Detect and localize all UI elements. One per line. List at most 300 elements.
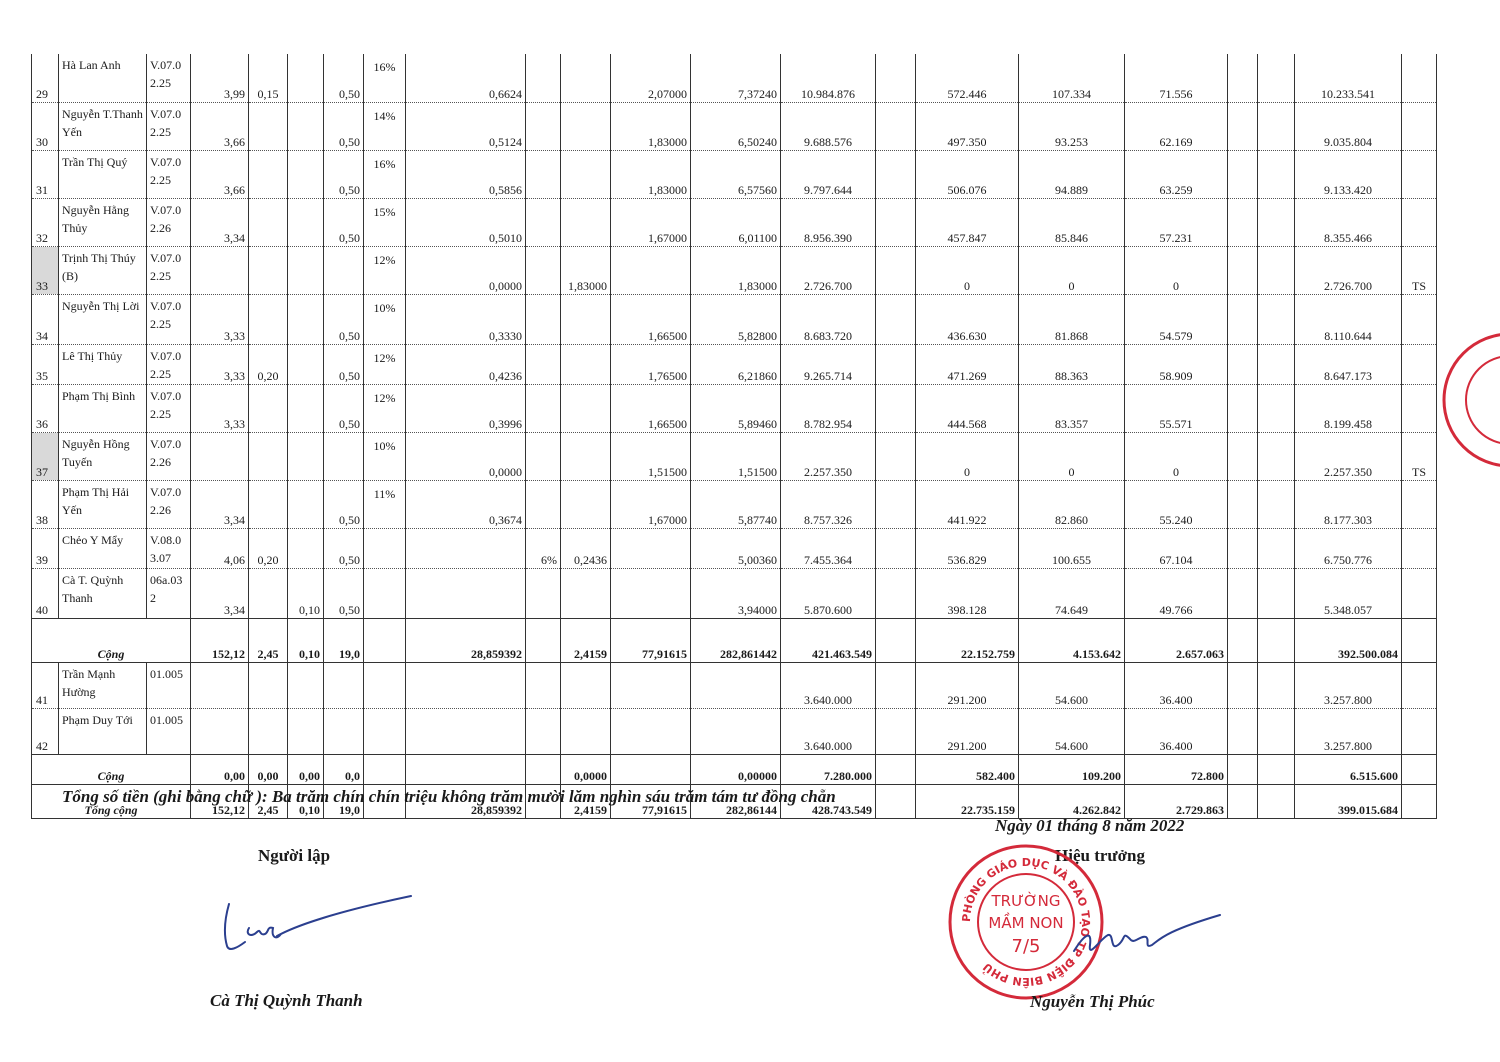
employee-name: Phạm Thị Hải Yến xyxy=(59,480,147,528)
cell-c8 xyxy=(561,294,611,344)
total-c6: 28,859392 xyxy=(406,618,526,662)
cell-c17 xyxy=(1258,708,1295,754)
cell-c4 xyxy=(324,246,364,294)
cell-c15: 55.571 xyxy=(1125,384,1228,432)
cell-c6: 0,4236 xyxy=(406,344,526,384)
total-c2: 2,45 xyxy=(249,618,288,662)
cell-c16 xyxy=(1228,150,1258,198)
total-label: Tổng cộng xyxy=(32,784,191,818)
total-c19 xyxy=(1402,784,1437,818)
cell-pct: 14% xyxy=(364,102,406,150)
cell-c18: 3.257.800 xyxy=(1295,662,1402,708)
cell-c15: 63.259 xyxy=(1125,150,1228,198)
cell-c12 xyxy=(876,708,916,754)
total-pct xyxy=(364,754,406,784)
rank-code: 01.005 xyxy=(147,662,191,708)
cell-c4: 0,50 xyxy=(324,528,364,568)
cell-c6 xyxy=(406,662,526,708)
employee-name: Nguyễn Hằng Thủy xyxy=(59,198,147,246)
cell-c7 xyxy=(526,662,561,708)
cell-c16 xyxy=(1228,246,1258,294)
table-row xyxy=(32,246,1437,294)
employee-name: Hà Lan Anh xyxy=(59,54,147,102)
row-number: 30 xyxy=(32,102,59,150)
total-c8: 2,4159 xyxy=(561,618,611,662)
total-c11: 7.280.000 xyxy=(781,754,876,784)
cell-c3 xyxy=(288,54,324,102)
cell-c6: 0,3674 xyxy=(406,480,526,528)
cell-c15: 57.231 xyxy=(1125,198,1228,246)
cell-c6: 0,0000 xyxy=(406,432,526,480)
employee-name: Phạm Thị Bình xyxy=(59,384,147,432)
svg-text:MẦM NON: MẦM NON xyxy=(988,914,1064,932)
cell-c4: 0,50 xyxy=(324,198,364,246)
employee-name: Cà T. Quỳnh Thanh xyxy=(59,568,147,618)
cell-c13: 291.200 xyxy=(916,708,1019,754)
cell-c16 xyxy=(1228,568,1258,618)
cell-c14: 81.868 xyxy=(1019,294,1125,344)
cell-c3 xyxy=(288,480,324,528)
cell-pct xyxy=(364,708,406,754)
total-c12 xyxy=(876,754,916,784)
cell-c2: 0,20 xyxy=(249,344,288,384)
cell-c6 xyxy=(406,568,526,618)
cell-c9: 1,83000 xyxy=(611,150,691,198)
cell-c11: 2.726.700 xyxy=(781,246,876,294)
row-number: 41 xyxy=(32,662,59,708)
cell-c12 xyxy=(876,480,916,528)
cell-c8: 1,83000 xyxy=(561,246,611,294)
cell-pct: 12% xyxy=(364,344,406,384)
cell-pct: 12% xyxy=(364,384,406,432)
total-label: Cộng xyxy=(32,754,191,784)
cell-c15: 55.240 xyxy=(1125,480,1228,528)
cell-c19: TS xyxy=(1402,246,1437,294)
cell-c2 xyxy=(249,198,288,246)
total-c4: 19,0 xyxy=(324,784,364,818)
cell-c17 xyxy=(1258,480,1295,528)
total-coef: 0,00 xyxy=(191,754,249,784)
cell-c17 xyxy=(1258,528,1295,568)
row-number: 37 xyxy=(32,432,59,480)
cell-c6: 0,3330 xyxy=(406,294,526,344)
cell-c13: 457.847 xyxy=(916,198,1019,246)
cell-c15: 58.909 xyxy=(1125,344,1228,384)
row-number: 33 xyxy=(32,246,59,294)
cell-c11: 9.688.576 xyxy=(781,102,876,150)
table-row xyxy=(32,528,1437,568)
svg-text:TRƯỜNG: TRƯỜNG xyxy=(991,892,1061,910)
cell-pct: 16% xyxy=(364,54,406,102)
total-c19 xyxy=(1402,754,1437,784)
cell-c19 xyxy=(1402,150,1437,198)
rank-code: V.07.02.25 xyxy=(147,54,191,102)
cell-c2 xyxy=(249,150,288,198)
table-row xyxy=(32,432,1437,480)
cell-c4: 0,50 xyxy=(324,294,364,344)
cell-c19 xyxy=(1402,102,1437,150)
cell-c3: 0,10 xyxy=(288,568,324,618)
cell-c13: 291.200 xyxy=(916,662,1019,708)
cell-c9 xyxy=(611,528,691,568)
cell-c4 xyxy=(324,708,364,754)
cell-c4: 0,50 xyxy=(324,480,364,528)
cell-pct xyxy=(364,568,406,618)
cell-c17 xyxy=(1258,384,1295,432)
cell-c14: 54.600 xyxy=(1019,662,1125,708)
cell-c8 xyxy=(561,54,611,102)
cell-c3 xyxy=(288,528,324,568)
total-pct xyxy=(364,618,406,662)
cell-coef: 3,34 xyxy=(191,198,249,246)
cell-c15: 36.400 xyxy=(1125,708,1228,754)
total-coef: 152,12 xyxy=(191,784,249,818)
cell-pct: 10% xyxy=(364,432,406,480)
cell-c14: 83.357 xyxy=(1019,384,1125,432)
cell-c10 xyxy=(691,708,781,754)
row-number: 38 xyxy=(32,480,59,528)
total-c11: 428.743.549 xyxy=(781,784,876,818)
cell-c18: 3.257.800 xyxy=(1295,708,1402,754)
cell-c9: 2,07000 xyxy=(611,54,691,102)
cell-c13: 398.128 xyxy=(916,568,1019,618)
total-c14: 4.153.642 xyxy=(1019,618,1125,662)
cell-c10: 5,87740 xyxy=(691,480,781,528)
cell-coef: 3,66 xyxy=(191,150,249,198)
cell-c7: 6% xyxy=(526,528,561,568)
total-c16 xyxy=(1228,784,1258,818)
cell-pct: 10% xyxy=(364,294,406,344)
cell-coef xyxy=(191,432,249,480)
cell-c15: 67.104 xyxy=(1125,528,1228,568)
total-c9 xyxy=(611,754,691,784)
cell-c16 xyxy=(1228,480,1258,528)
cell-c11: 8.956.390 xyxy=(781,198,876,246)
cell-c19 xyxy=(1402,662,1437,708)
cell-c16 xyxy=(1228,662,1258,708)
rank-code: V.08.03.07 xyxy=(147,528,191,568)
rank-code: V.07.02.25 xyxy=(147,102,191,150)
cell-coef: 3,33 xyxy=(191,344,249,384)
total-c12 xyxy=(876,618,916,662)
cell-coef: 4,06 xyxy=(191,528,249,568)
cell-c7 xyxy=(526,54,561,102)
cell-c6: 0,5124 xyxy=(406,102,526,150)
rank-code: V.07.02.26 xyxy=(147,432,191,480)
cell-coef xyxy=(191,708,249,754)
cell-c8 xyxy=(561,198,611,246)
cell-c10: 5,00360 xyxy=(691,528,781,568)
total-c14: 109.200 xyxy=(1019,754,1125,784)
cell-c4: 0,50 xyxy=(324,384,364,432)
total-c15: 2.657.063 xyxy=(1125,618,1228,662)
cell-pct: 11% xyxy=(364,480,406,528)
total-c8: 2,4159 xyxy=(561,784,611,818)
cell-c7 xyxy=(526,432,561,480)
cell-c14: 85.846 xyxy=(1019,198,1125,246)
cell-c7 xyxy=(526,568,561,618)
cell-c12 xyxy=(876,528,916,568)
table-row xyxy=(32,198,1437,246)
cell-c14: 107.334 xyxy=(1019,54,1125,102)
total-c15: 72.800 xyxy=(1125,754,1228,784)
cell-coef: 3,33 xyxy=(191,294,249,344)
cell-c10 xyxy=(691,662,781,708)
cell-c11: 5.870.600 xyxy=(781,568,876,618)
total-c7 xyxy=(526,618,561,662)
cell-c15: 49.766 xyxy=(1125,568,1228,618)
cell-c17 xyxy=(1258,344,1295,384)
total-c3: 0,10 xyxy=(288,784,324,818)
cell-c6 xyxy=(406,528,526,568)
cell-c18: 9.133.420 xyxy=(1295,150,1402,198)
cell-c16 xyxy=(1228,384,1258,432)
cell-c12 xyxy=(876,246,916,294)
cell-c12 xyxy=(876,198,916,246)
rank-code: V.07.02.25 xyxy=(147,294,191,344)
cell-pct: 12% xyxy=(364,246,406,294)
edge-seal-fragment xyxy=(1430,330,1500,470)
cell-c16 xyxy=(1228,708,1258,754)
cell-c12 xyxy=(876,568,916,618)
svg-text:7/5: 7/5 xyxy=(1011,936,1041,957)
total-c6: 28,859392 xyxy=(406,784,526,818)
row-number: 39 xyxy=(32,528,59,568)
principal-title: Hiệu trưởng xyxy=(1055,846,1145,865)
cell-c19 xyxy=(1402,198,1437,246)
cell-c4: 0,50 xyxy=(324,344,364,384)
amount-in-words: Tổng số tiền (ghi bằng chữ ): Ba trăm chín chín triệu không trăm mười lăm nghìn sáu trăm tám tư đồng chẵn xyxy=(62,787,836,806)
table-row xyxy=(32,480,1437,528)
cell-c9 xyxy=(611,708,691,754)
cell-c9: 1,83000 xyxy=(611,102,691,150)
table-row xyxy=(32,150,1437,198)
total-c16 xyxy=(1228,618,1258,662)
cell-c4: 0,50 xyxy=(324,568,364,618)
cell-c18: 2.726.700 xyxy=(1295,246,1402,294)
cell-c17 xyxy=(1258,432,1295,480)
cell-c9: 1,66500 xyxy=(611,384,691,432)
total-c11: 421.463.549 xyxy=(781,618,876,662)
cell-pct: 16% xyxy=(364,150,406,198)
cell-c17 xyxy=(1258,662,1295,708)
cell-c16 xyxy=(1228,198,1258,246)
cell-c12 xyxy=(876,54,916,102)
cell-c3 xyxy=(288,432,324,480)
preparer-signature xyxy=(215,888,425,958)
cell-c7 xyxy=(526,384,561,432)
cell-c10: 6,57560 xyxy=(691,150,781,198)
table-row xyxy=(32,568,1437,618)
cell-c12 xyxy=(876,102,916,150)
cell-c3 xyxy=(288,384,324,432)
cell-c2 xyxy=(249,708,288,754)
rank-code: V.07.02.25 xyxy=(147,344,191,384)
cell-c11: 8.782.954 xyxy=(781,384,876,432)
cell-coef: 3,99 xyxy=(191,54,249,102)
table-row xyxy=(32,662,1437,708)
cell-c8 xyxy=(561,102,611,150)
cell-c8 xyxy=(561,568,611,618)
cell-c7 xyxy=(526,708,561,754)
cell-c18: 8.177.303 xyxy=(1295,480,1402,528)
cell-c8 xyxy=(561,432,611,480)
cell-c15: 54.579 xyxy=(1125,294,1228,344)
cell-c13: 536.829 xyxy=(916,528,1019,568)
cell-c17 xyxy=(1258,568,1295,618)
cell-c14: 93.253 xyxy=(1019,102,1125,150)
cell-c13: 0 xyxy=(916,432,1019,480)
cell-c4 xyxy=(324,662,364,708)
cell-c14: 74.649 xyxy=(1019,568,1125,618)
cell-c19 xyxy=(1402,568,1437,618)
cell-c19 xyxy=(1402,480,1437,528)
cell-c7 xyxy=(526,246,561,294)
cell-c3 xyxy=(288,150,324,198)
employee-name: Phạm Duy Tới xyxy=(59,708,147,754)
cell-c2 xyxy=(249,662,288,708)
cell-c16 xyxy=(1228,54,1258,102)
cell-c18: 10.233.541 xyxy=(1295,54,1402,102)
cell-c9: 1,67000 xyxy=(611,198,691,246)
payroll-table xyxy=(31,54,1437,819)
row-number: 31 xyxy=(32,150,59,198)
preparer-title: Người lập xyxy=(258,846,331,865)
rank-code: V.07.02.25 xyxy=(147,150,191,198)
cell-c4: 0,50 xyxy=(324,54,364,102)
cell-c6: 0,3996 xyxy=(406,384,526,432)
table-row xyxy=(32,344,1437,384)
cell-c9: 1,67000 xyxy=(611,480,691,528)
cell-c15: 0 xyxy=(1125,432,1228,480)
total-c10: 282,86144 xyxy=(691,784,781,818)
employee-name: Trịnh Thị Thúy (B) xyxy=(59,246,147,294)
cell-c12 xyxy=(876,150,916,198)
cell-c11: 10.984.876 xyxy=(781,54,876,102)
cell-c2 xyxy=(249,432,288,480)
cell-c14: 54.600 xyxy=(1019,708,1125,754)
rank-code: V.07.02.26 xyxy=(147,198,191,246)
cell-c12 xyxy=(876,384,916,432)
cell-c7 xyxy=(526,198,561,246)
cell-c11: 3.640.000 xyxy=(781,662,876,708)
cell-c3 xyxy=(288,344,324,384)
cell-c13: 444.568 xyxy=(916,384,1019,432)
subtotal-row xyxy=(32,618,1437,662)
cell-c4: 0,50 xyxy=(324,150,364,198)
cell-c10: 5,89460 xyxy=(691,384,781,432)
cell-c16 xyxy=(1228,294,1258,344)
cell-c11: 9.265.714 xyxy=(781,344,876,384)
total-c17 xyxy=(1258,784,1295,818)
rank-code: V.07.02.25 xyxy=(147,246,191,294)
cell-c7 xyxy=(526,294,561,344)
cell-c19: TS xyxy=(1402,432,1437,480)
cell-c8 xyxy=(561,480,611,528)
cell-c10: 1,83000 xyxy=(691,246,781,294)
cell-c18: 5.348.057 xyxy=(1295,568,1402,618)
cell-c7 xyxy=(526,102,561,150)
total-c3: 0,10 xyxy=(288,618,324,662)
cell-c11: 9.797.644 xyxy=(781,150,876,198)
cell-c18: 6.750.776 xyxy=(1295,528,1402,568)
cell-c10: 6,50240 xyxy=(691,102,781,150)
cell-c11: 2.257.350 xyxy=(781,432,876,480)
cell-c4 xyxy=(324,432,364,480)
preparer-name: Cà Thị Quỳnh Thanh xyxy=(210,991,363,1010)
cell-c13: 441.922 xyxy=(916,480,1019,528)
rank-code: 06a.032 xyxy=(147,568,191,618)
total-c18: 6.515.600 xyxy=(1295,754,1402,784)
employee-name: Chẻo Y Mẩy xyxy=(59,528,147,568)
cell-c12 xyxy=(876,432,916,480)
row-number: 29 xyxy=(32,54,59,102)
principal-signature xyxy=(1070,905,1230,970)
cell-c2 xyxy=(249,568,288,618)
cell-c18: 9.035.804 xyxy=(1295,102,1402,150)
cell-c15: 71.556 xyxy=(1125,54,1228,102)
seal-ring-text: PHÒNG GIÁO DỤC VÀ ĐÀO TẠO TP ĐIỆN BIÊN PHỦ xyxy=(959,855,1093,989)
cell-c18: 8.355.466 xyxy=(1295,198,1402,246)
cell-c14: 88.363 xyxy=(1019,344,1125,384)
table-row xyxy=(32,54,1437,102)
employee-name: Nguyễn T.Thanh Yến xyxy=(59,102,147,150)
cell-c12 xyxy=(876,662,916,708)
cell-c10: 6,01100 xyxy=(691,198,781,246)
total-c2: 2,45 xyxy=(249,784,288,818)
cell-c9 xyxy=(611,662,691,708)
total-c13: 22.735.159 xyxy=(916,784,1019,818)
cell-coef: 3,34 xyxy=(191,568,249,618)
cell-pct xyxy=(364,662,406,708)
cell-c16 xyxy=(1228,432,1258,480)
cell-c18: 8.647.173 xyxy=(1295,344,1402,384)
cell-c11: 8.683.720 xyxy=(781,294,876,344)
cell-c10: 5,82800 xyxy=(691,294,781,344)
total-c17 xyxy=(1258,754,1295,784)
cell-c14: 0 xyxy=(1019,432,1125,480)
total-c18: 392.500.084 xyxy=(1295,618,1402,662)
cell-c13: 436.630 xyxy=(916,294,1019,344)
cell-c12 xyxy=(876,294,916,344)
cell-coef: 3,66 xyxy=(191,102,249,150)
cell-c12 xyxy=(876,344,916,384)
cell-c13: 0 xyxy=(916,246,1019,294)
cell-c9 xyxy=(611,568,691,618)
cell-pct xyxy=(364,528,406,568)
total-c17 xyxy=(1258,618,1295,662)
employee-name: Nguyễn Thị Lời xyxy=(59,294,147,344)
total-c9: 77,91615 xyxy=(611,618,691,662)
total-c12 xyxy=(876,784,916,818)
cell-coef: 3,33 xyxy=(191,384,249,432)
subtotal-row xyxy=(32,754,1437,784)
cell-c3 xyxy=(288,294,324,344)
employee-name: Trần Thị Quý xyxy=(59,150,147,198)
total-c18: 399.015.684 xyxy=(1295,784,1402,818)
cell-c6: 0,5856 xyxy=(406,150,526,198)
cell-coef xyxy=(191,662,249,708)
cell-c8 xyxy=(561,150,611,198)
cell-c17 xyxy=(1258,54,1295,102)
cell-c6: 0,5010 xyxy=(406,198,526,246)
total-c13: 582.400 xyxy=(916,754,1019,784)
cell-c14: 0 xyxy=(1019,246,1125,294)
cell-c9: 1,76500 xyxy=(611,344,691,384)
cell-c18: 8.110.644 xyxy=(1295,294,1402,344)
cell-c13: 506.076 xyxy=(916,150,1019,198)
cell-c8 xyxy=(561,384,611,432)
